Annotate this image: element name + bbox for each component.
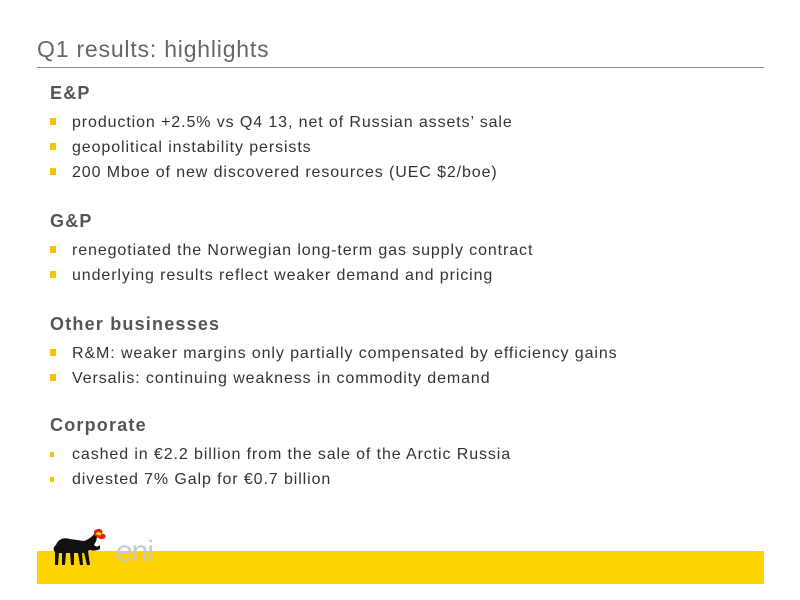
bullet-square-icon: [50, 477, 54, 482]
list-item: [50, 467, 750, 492]
section-other-businesses: [50, 313, 750, 391]
section-heading: Corporate: [50, 415, 147, 435]
list-item: [50, 366, 750, 391]
section-heading: Other businesses: [50, 314, 221, 334]
list-item: [50, 442, 750, 467]
bullet-text: underlying results reflect weaker demand and pricing: [72, 267, 494, 284]
bullet-text: renegotiated the Norwegian long-term gas supply contract: [72, 242, 534, 259]
list-item: [50, 110, 750, 135]
eni-logo: [50, 525, 160, 575]
list-item: [50, 135, 750, 160]
list-item: [50, 341, 750, 366]
section-heading: G&P: [50, 211, 93, 231]
page-title: Q1 results: highlights: [37, 36, 270, 62]
list-item: [50, 238, 750, 263]
bullet-text: 200 Mboe of new discovered resources (UEC $2/boe): [72, 164, 498, 181]
section-heading: E&P: [50, 83, 91, 103]
bullet-text: Versalis: continuing weakness in commodity demand: [72, 370, 491, 387]
section-gp: [50, 210, 750, 288]
list-item: [50, 160, 750, 185]
bullet-square-icon: [50, 143, 56, 150]
bullet-text: cashed in €2.2 billion from the sale of the Arctic Russia: [72, 446, 512, 463]
bullet-square-icon: [50, 246, 56, 253]
eni-wordmark: eni: [116, 535, 154, 568]
bullet-text: geopolitical instability persists: [72, 139, 312, 156]
section-ep: [50, 82, 750, 185]
bullet-square-icon: [50, 118, 56, 125]
title-divider: [37, 67, 764, 68]
bullet-square-icon: [50, 374, 56, 381]
bullet-text: production +2.5% vs Q4 13, net of Russian assets’ sale: [72, 114, 513, 131]
bullet-text: divested 7% Galp for €0.7 billion: [72, 471, 332, 488]
bullet-square-icon: [50, 349, 56, 356]
six-legged-dog-icon: [50, 525, 160, 575]
bullet-square-icon: [50, 168, 56, 175]
bullet-square-icon: [50, 271, 56, 278]
section-corporate: [50, 414, 750, 492]
bullet-square-icon: [50, 452, 54, 457]
bullet-text: R&M: weaker margins only partially compensated by efficiency gains: [72, 345, 618, 362]
list-item: [50, 263, 750, 288]
